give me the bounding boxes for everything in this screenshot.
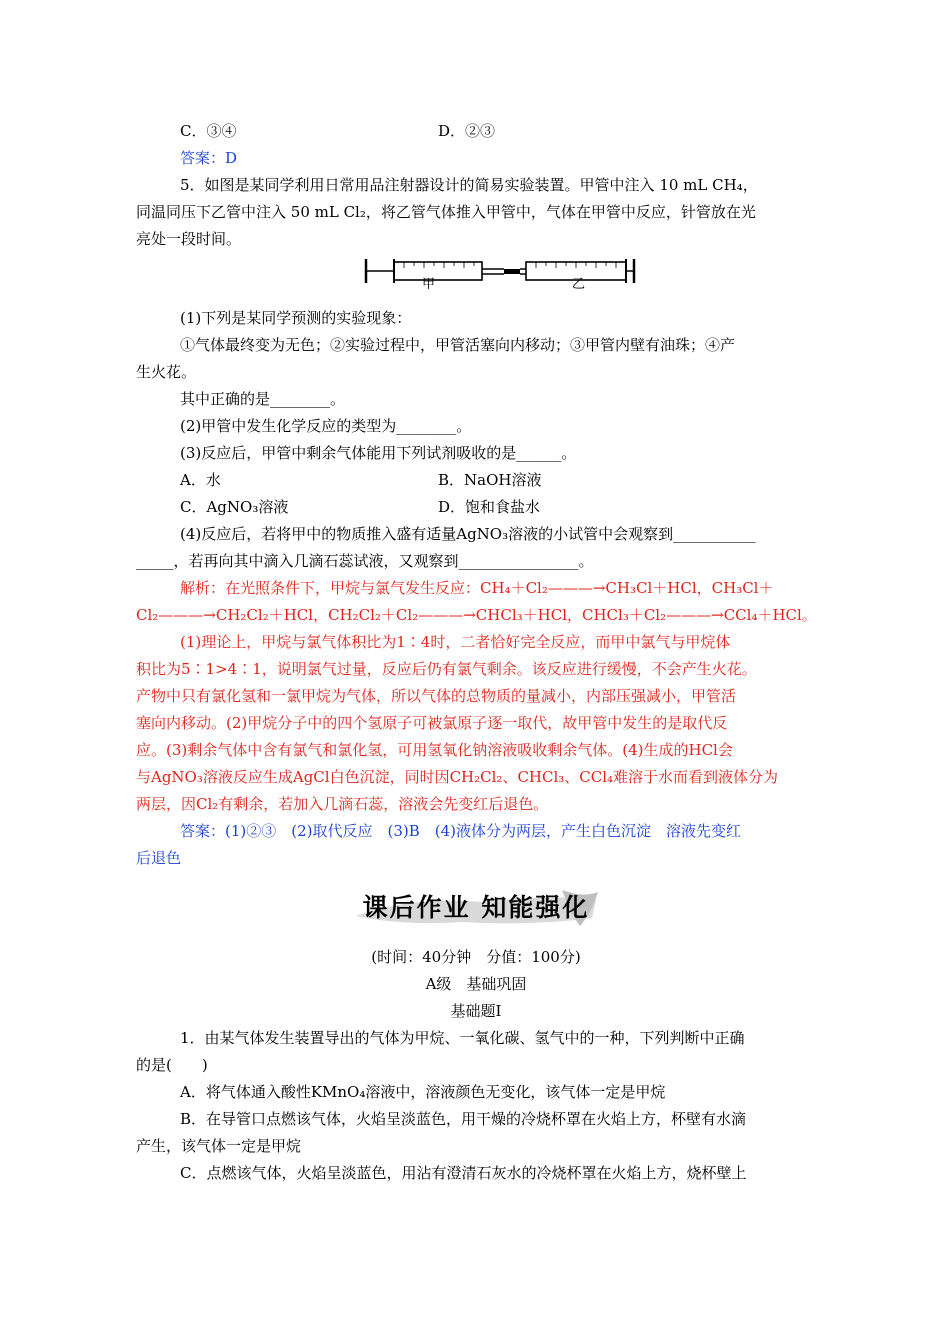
analysis-line: 应。(3)剩余气体中含有氯气和氯化氢，可用氢氧化钠溶液吸收剩余气体。(4)生成的HCl会 [136, 741, 733, 759]
q5-part3-line: (3)反应后，甲管中剩余气体能用下列试剂吸收的是______。 [180, 444, 577, 462]
q5-part1-line: (1)下列是某同学预测的实验现象： [180, 309, 412, 327]
q5-part4-line: (4)反应后，若将甲中的物质推入盛有适量AgNO₃溶液的小试管中会观察到___________ [180, 525, 756, 543]
q5-option-b: B．NaOH溶液 [438, 471, 542, 489]
analysis-line: 积比为5∶1>4∶1，说明氯气过量，反应后仍有氯气剩余。该反应进行缓慢，不会产生火花。 [136, 660, 757, 678]
time-score-line: (时间：40分钟 分值：100分) [371, 948, 581, 966]
q1-option-b: B．在导管口点燃该气体，火焰呈淡蓝色，用干燥的冷烧杯罩在火焰上方，杯壁有水滴 [180, 1110, 747, 1128]
q5-answer-line: 答案：(1)②③ (2)取代反应 (3)B (4)液体分为两层，产生白色沉淀 溶液先变红 [180, 822, 742, 840]
analysis-line: 解析：在光照条件下，甲烷与氯气发生反应：CH₄＋Cl₂———→CH₃Cl＋HCl，CH₃Cl＋ [180, 579, 774, 597]
q5-part1-line: 其中正确的是________。 [180, 390, 346, 408]
analysis-line: Cl₂———→CH₂Cl₂＋HCl，CH₂Cl₂＋Cl₂———→CHCl₃＋HCl，CHCl₃＋Cl₂———→CCl₄＋HCl。 [136, 606, 817, 624]
q5-part1-line: 生火花。 [136, 363, 197, 381]
q5-options-row [136, 467, 816, 494]
section-heading: 基础题Ⅰ [450, 1002, 502, 1020]
q1-option-c: C．点燃该气体，火焰呈淡蓝色，用沾有澄清石灰水的冷烧杯罩在火焰上方，烧杯壁上 [180, 1164, 747, 1182]
q5-stem-line: 5．如图是某同学利用日常用品注射器设计的简易实验装置。甲管中注入 10 mL CH₄， [180, 176, 758, 194]
q5-part1-line: ①气体最终变为无色；②实验过程中，甲管活塞向内移动；③甲管内壁有油珠；④产 [180, 336, 736, 354]
q1-stem-line: 的是( ) [136, 1056, 208, 1074]
q4-option-d: D．②③ [438, 122, 496, 140]
section-banner [136, 876, 816, 940]
document-page [136, 118, 816, 1187]
q5-answer-line: 后退色 [136, 849, 182, 867]
analysis-line: 塞向内移动。(2)甲烷分子中的四个氢原子可被氯原子逐一取代，故甲管中发生的是取代反 [136, 714, 728, 732]
q5-option-a: A．水 [180, 471, 221, 489]
q5-option-d: D．饱和食盐水 [438, 498, 541, 516]
analysis-line: (1)理论上，甲烷与氯气体积比为1∶4时，二者恰好完全反应，而甲中氯气与甲烷体 [180, 633, 731, 651]
q5-stem-line: 亮处一段时间。 [136, 230, 242, 248]
q5-option-c: C．AgNO₃溶液 [180, 498, 289, 516]
q5-options-row [136, 494, 816, 521]
q4-options-row [136, 118, 816, 145]
level-heading: A级 基础巩固 [425, 975, 527, 993]
figure-label-yi: 乙 [572, 277, 586, 292]
q5-part2-line: (2)甲管中发生化学反应的类型为________。 [180, 417, 472, 435]
banner-title: 课后作业 知能强化 [362, 893, 590, 922]
q5-part4-line: _____，若再向其中滴入几滴石蕊试液，又观察到________________。 [136, 552, 594, 570]
analysis-line: 与AgNO₃溶液反应生成AgCl白色沉淀，同时因CH₂Cl₂、CHCl₃、CCl₄难溶于水而看到液体分为 [136, 768, 779, 786]
q1-option-b-cont: 产生，该气体一定是甲烷 [136, 1137, 302, 1155]
q4-answer: 答案：D [180, 149, 238, 167]
analysis-line: 两层，因Cl₂有剩余，若加入几滴石蕊，溶液会先变红后退色。 [136, 795, 549, 813]
figure-label-jia: 甲 [422, 277, 436, 292]
q1-stem-line: 1．由某气体发生装置导出的气体为甲烷、一氧化碳、氢气中的一种，下列判断中正确 [180, 1029, 745, 1047]
syringe-diagram [136, 257, 816, 303]
analysis-line: 产物中只有氯化氢和一氯甲烷为气体，所以气体的总物质的量减小，内部压强减小，甲管活 [136, 687, 737, 705]
q1-option-a: A．将气体通入酸性KMnO₄溶液中，溶液颜色无变化，该气体一定是甲烷 [180, 1083, 666, 1101]
syringe-apparatus-figure [136, 257, 816, 303]
q4-option-c: C．③④ [180, 122, 237, 140]
q5-stem-line: 同温同压下乙管中注入 50 mL Cl₂，将乙管气体推入甲管中，气体在甲管中反应，针管放在光 [136, 203, 756, 221]
